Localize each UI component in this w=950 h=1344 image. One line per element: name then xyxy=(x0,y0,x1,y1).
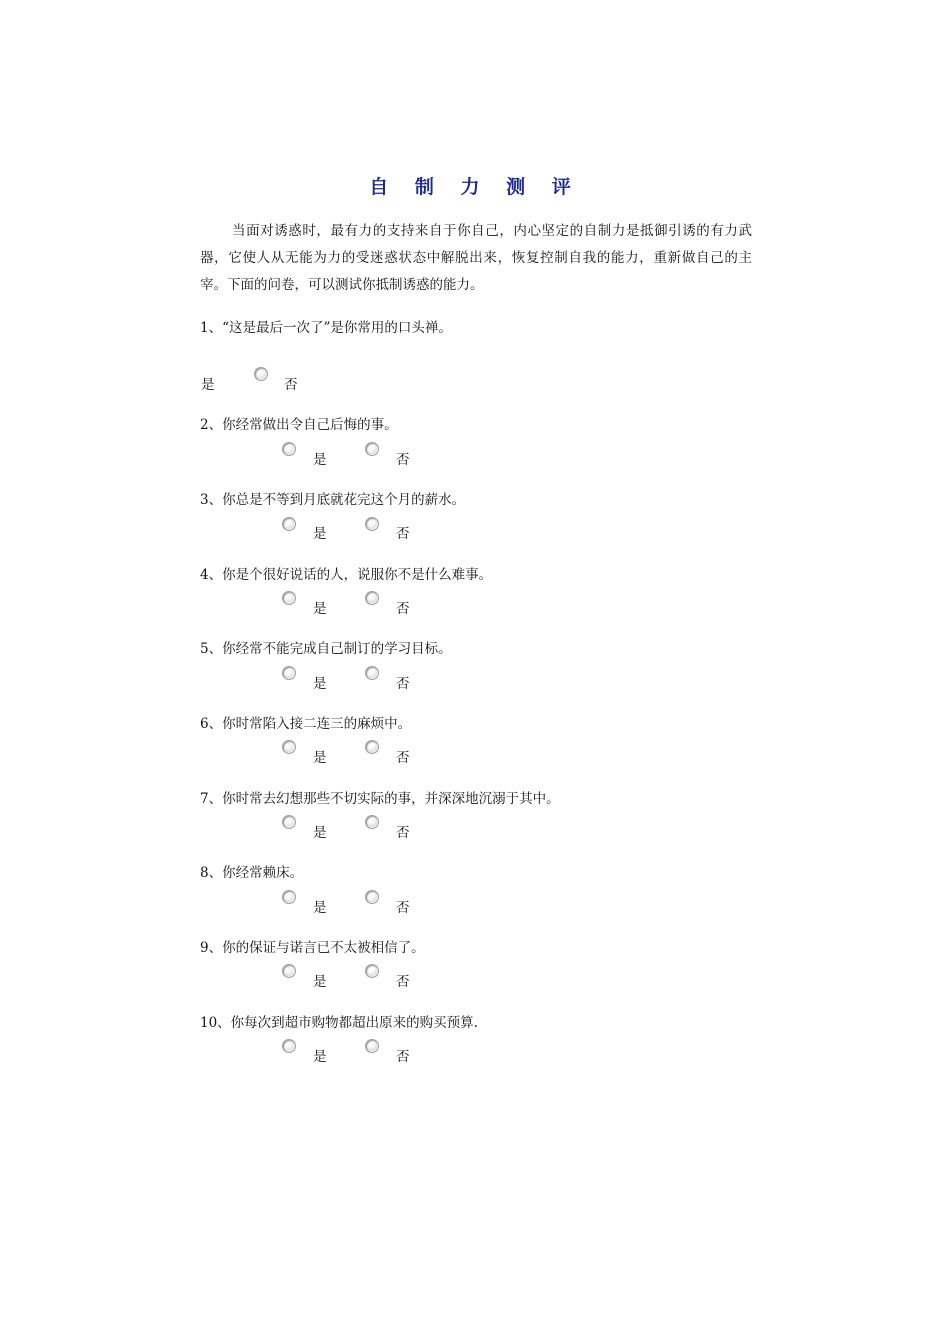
question-3-yes-label: 是 xyxy=(313,526,327,542)
question-4-no-label: 否 xyxy=(396,601,410,617)
question-1-yes-label: 是 xyxy=(201,377,215,393)
question-6-no-label: 否 xyxy=(396,750,410,766)
question-3-no-radio[interactable] xyxy=(365,517,379,531)
question-9-no-label: 否 xyxy=(396,974,410,990)
question-5-yes-label: 是 xyxy=(313,676,327,692)
page-title: 自 制 力 测 评 xyxy=(369,176,581,198)
question-2-yes-label: 是 xyxy=(313,452,327,468)
question-8-yes-radio[interactable] xyxy=(282,890,296,904)
question-5-no-radio[interactable] xyxy=(365,666,379,680)
question-5-no-label: 否 xyxy=(396,676,410,692)
question-9-yes-label: 是 xyxy=(313,974,327,990)
question-10-no-radio[interactable] xyxy=(365,1039,379,1053)
question-4-text: 4、你是个很好说话的人，说服你不是什么难事。 xyxy=(200,567,493,583)
question-5-text: 5、你经常不能完成自己制订的学习目标。 xyxy=(200,641,452,657)
question-2-text: 2、你经常做出令自己后悔的事。 xyxy=(200,417,398,433)
question-7-yes-radio[interactable] xyxy=(282,815,296,829)
question-8-text: 8、你经常赖床。 xyxy=(200,865,304,881)
question-6-no-radio[interactable] xyxy=(365,740,379,754)
question-7-text: 7、你时常去幻想那些不切实际的事，并深深地沉溺于其中。 xyxy=(200,791,560,807)
question-3-yes-radio[interactable] xyxy=(282,517,296,531)
question-4-yes-label: 是 xyxy=(313,601,327,617)
question-6-text: 6、你时常陷入接二连三的麻烦中。 xyxy=(200,716,412,732)
question-7-no-label: 否 xyxy=(396,825,410,841)
question-10-yes-radio[interactable] xyxy=(282,1039,296,1053)
question-8-yes-label: 是 xyxy=(313,900,327,916)
question-1-radio[interactable] xyxy=(254,367,268,381)
question-10-text: 10、你每次到超市购物都超出原来的购买预算. xyxy=(200,1015,478,1031)
question-10-yes-label: 是 xyxy=(313,1049,327,1065)
question-8-no-radio[interactable] xyxy=(365,890,379,904)
question-2-yes-radio[interactable] xyxy=(282,442,296,456)
question-4-yes-radio[interactable] xyxy=(282,591,296,605)
question-4-no-radio[interactable] xyxy=(365,591,379,605)
question-2-no-radio[interactable] xyxy=(365,442,379,456)
question-9-yes-radio[interactable] xyxy=(282,964,296,978)
question-3-text: 3、你总是不等到月底就花完这个月的薪水。 xyxy=(200,492,466,508)
question-1-text: 1、“这是最后一次了”是你常用的口头禅。 xyxy=(200,320,452,336)
question-10-no-label: 否 xyxy=(396,1049,410,1065)
question-9-text: 9、你的保证与诺言已不太被相信了。 xyxy=(200,940,425,956)
question-2-no-label: 否 xyxy=(396,452,410,468)
question-7-no-radio[interactable] xyxy=(365,815,379,829)
intro-paragraph: 当面对诱惑时，最有力的支持来自于你自己，内心坚定的自制力是抵御引诱的有力武器，它使人从无能为力的受迷惑状态中解脱出来，恢复控制自我的能力，重新做自己的主宰。下面的问卷，可以测试你抵制诱惑的能力。 xyxy=(200,223,752,293)
question-6-yes-label: 是 xyxy=(313,750,327,766)
question-6-yes-radio[interactable] xyxy=(282,740,296,754)
question-8-no-label: 否 xyxy=(396,900,410,916)
question-9-no-radio[interactable] xyxy=(365,964,379,978)
question-7-yes-label: 是 xyxy=(313,825,327,841)
question-1-no-label: 否 xyxy=(284,377,298,393)
question-5-yes-radio[interactable] xyxy=(282,666,296,680)
question-3-no-label: 否 xyxy=(396,526,410,542)
